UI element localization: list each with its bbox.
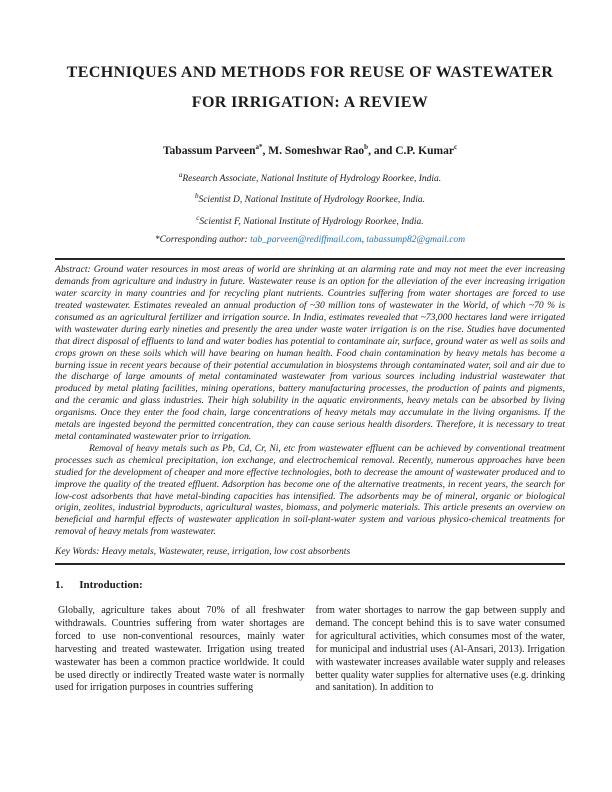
abstract-section — [55, 264, 565, 558]
author-name-3: C.P. Kumar — [395, 144, 454, 157]
author-superscript-2: b — [364, 143, 369, 151]
author-name-1: Tabassum Parveen — [162, 144, 256, 157]
section-number: 1. — [55, 579, 64, 592]
keywords-line — [55, 546, 565, 558]
abstract-paragraph-1 — [55, 264, 565, 443]
intro-column-left: Globally, agriculture takes about 70% of all freshwater withdrawals. Countries suffering from water shortages are forced to use non-conventional resources, mainly water harvesting and treated wastewater. Irrigation using treated wastewater has been a common practice worldwide. It could be used directly or indirectly Treated waste water is normally used for irrigation purposes in countries suffering — [55, 605, 305, 694]
keywords-text: Heavy metals, Wastewater, reuse, irrigation, low cost absorbents — [101, 546, 351, 558]
introduction-body — [55, 605, 565, 695]
affiliation-b-text: Scientist D, National Institute of Hydrology Roorkee, India. — [198, 195, 426, 206]
affiliation-a-text: Research Associate, National Institute of Hydrology Roorkee, India. — [182, 173, 442, 184]
author-separator-2: , and — [368, 144, 393, 157]
corresponding-email-2[interactable]: tabassump82@gmail.com — [366, 234, 466, 245]
corresponding-author-label: *Corresponding author: — [154, 234, 248, 245]
affiliations-block — [55, 167, 565, 249]
abstract-paragraph-2: Removal of heavy metals such as Pb, Cd, Cr, Ni, etc from wastewater effluent can be achieved by conventional treatment processes such as chemical precipitation, ion exchange, and electrochemical removal. Recently, numerous approaches have been studied for the development of cheaper and more effective technologies, both to decrease the amount of wastewater produced and to improve the quality of the treated effluent. Adsorption has become one of the alternative treatments, in recent years, the search for low-cost adsorbents that have metal-binding capacities has intensified. The adsorbents may be of mineral, organic or biological origin, zeolites, industrial byproducts, agricultural wastes, biomass, and polymeric materials. This article presents an overview on beneficial and harmful effects of wastewater application in soil-plant-water system and various physico-chemical treatments for removal of heavy metals from wastewater. — [55, 442, 565, 538]
author-superscript-1: a* — [255, 143, 263, 151]
affiliation-a-superscript: a — [178, 170, 183, 179]
author-superscript-3: c — [453, 143, 458, 151]
email-separator: , — [361, 234, 364, 245]
abstract-label: Abstract: — [55, 264, 91, 276]
intro-column-right: from water shortages to narrow the gap between supply and demand. The concept behind this is to save water consumed for agricultural activities, which consumes most of the water, for municipal and industrial uses (Al-Ansari, 2013). Irrigation with wastewater increases available water supply and releases better quality water supplies for alternative uses (e.g. drinking and sanitation). In addition to — [315, 605, 565, 694]
affiliation-c-superscript: c — [196, 214, 200, 223]
affiliation-b — [55, 188, 565, 210]
section-title: Introduction: — [79, 579, 143, 592]
affiliation-c — [55, 210, 565, 232]
divider-keywords — [55, 563, 565, 565]
corresponding-author-line — [55, 232, 565, 250]
affiliation-a — [55, 167, 565, 189]
abstract-paragraph-1-text: Ground water resources in most areas of world are shrinking at an alarming rate and may not meet the ever increasing demands from agriculture and industry in future. Wastewater reuse is an option for the alleviation of the ever increasing irrigation water scarcity in many countries and for recycling plant nutrients. Countries suffering from water shortages are forced to use treated wastewater. Estimates revealed an annual production of ~30 million tons of wastewater in the World, of which ~70 % is consumed as an agricultural fertilizer and irrigation source. In India, estimates revealed that ~73,000 hectares land were irrigated with wastewater during early nineties and presently the area under waste water irrigation is on the rise. Studies have documented that direct disposal of effluents to land and water bodies has potential to contaminate air, surface, ground water as well as soils and crops grown on these soils which will have bearing on human health. Food chain contamination by heavy metals has become a burning issue in recent years because of their potential accumulation in biosystems through contaminated water, soil and air due to the discharge of large amounts of metal contaminated wastewater from various sources including industrial wastewater that produced by metal plating facilities, mining operations, battery manufacturing processes, the production of paints and pigments, and the ceramic and glass industries. Their high solubility in the aquatic environments, heavy metals can be absorbed by living organisms. Once they enter the food chain, large concentrations of heavy metals may accumulate in the living organisms. If the metals are ingested beyond the permitted concentration, they can cause serious health disorders. Therefore, it is necessary to treat metal contaminated wastewater prior to irrigation. — [55, 264, 565, 442]
author-name-2: M. Someshwar Rao — [268, 144, 365, 157]
affiliation-c-text: Scientist F, National Institute of Hydrology Roorkee, India. — [199, 217, 424, 228]
authors-line — [55, 143, 565, 157]
affiliation-b-superscript: b — [194, 192, 199, 201]
divider-header — [55, 258, 565, 260]
title-line-1: TECHNIQUES AND METHODS FOR REUSE OF WASTEWATER — [66, 64, 554, 81]
keywords-label: Key Words: — [55, 546, 100, 558]
corresponding-email-1[interactable]: tab_parveen@rediffmail.com — [250, 234, 362, 245]
author-separator-1: , — [262, 144, 266, 157]
title-line-2: FOR IRRIGATION: A REVIEW — [191, 94, 429, 111]
paper-title — [55, 58, 565, 118]
section-heading-introduction — [55, 579, 565, 591]
